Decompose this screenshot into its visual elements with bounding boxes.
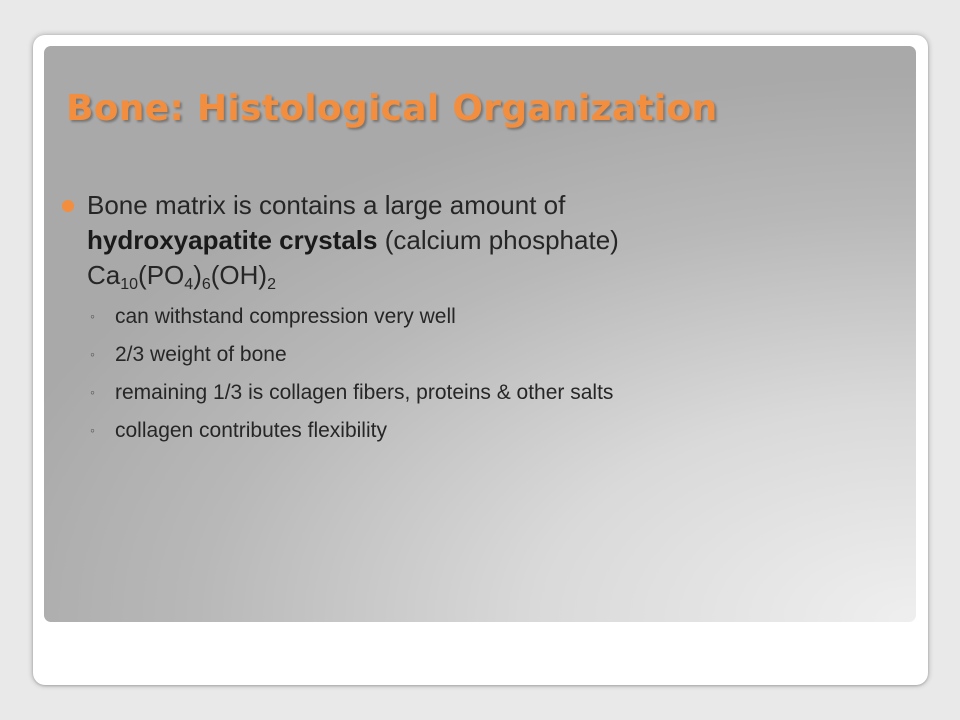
sub-bullet-text: can withstand compression very well <box>115 305 456 328</box>
formula-oh: (OH) <box>210 260 268 290</box>
ring-bullet-icon: ◦ <box>90 422 95 438</box>
ring-bullet-icon: ◦ <box>90 346 95 362</box>
sub-bullet <box>90 341 892 379</box>
sub-bullet-text: remaining 1/3 is collagen fibers, proteins & other salts <box>115 381 614 404</box>
sub-bullet <box>90 379 892 417</box>
formula-sub-2: 2 <box>267 276 276 293</box>
formula-po-open: (PO <box>138 260 185 290</box>
main-bullet-pre: Bone matrix is contains a large amount of <box>87 190 566 220</box>
ring-bullet-icon: ◦ <box>90 308 95 324</box>
slide-content <box>62 188 892 455</box>
formula-sub-10: 10 <box>120 276 139 293</box>
formula-sub-6: 6 <box>201 276 211 293</box>
sub-bullet-text: collagen contributes flexibility <box>115 419 387 442</box>
main-bullet-post: (calcium phosphate) <box>384 225 619 255</box>
main-bullet-text <box>87 188 892 293</box>
main-bullet <box>62 188 892 293</box>
sub-bullet-text: 2/3 weight of bone <box>115 343 287 366</box>
slide-title: Bone: Histological Organization <box>66 88 718 129</box>
main-bullet-bold: hydroxyapatite crystals <box>87 225 378 255</box>
formula-ca: Ca <box>87 260 121 290</box>
formula <box>87 260 276 293</box>
ring-bullet-icon: ◦ <box>90 384 95 400</box>
sub-bullet <box>90 303 892 341</box>
sub-bullet <box>90 417 892 455</box>
sub-bullet-list <box>62 303 892 455</box>
formula-po-close: ) <box>193 260 202 290</box>
formula-sub-4: 4 <box>184 276 194 293</box>
bullet-dot-icon <box>62 200 74 212</box>
